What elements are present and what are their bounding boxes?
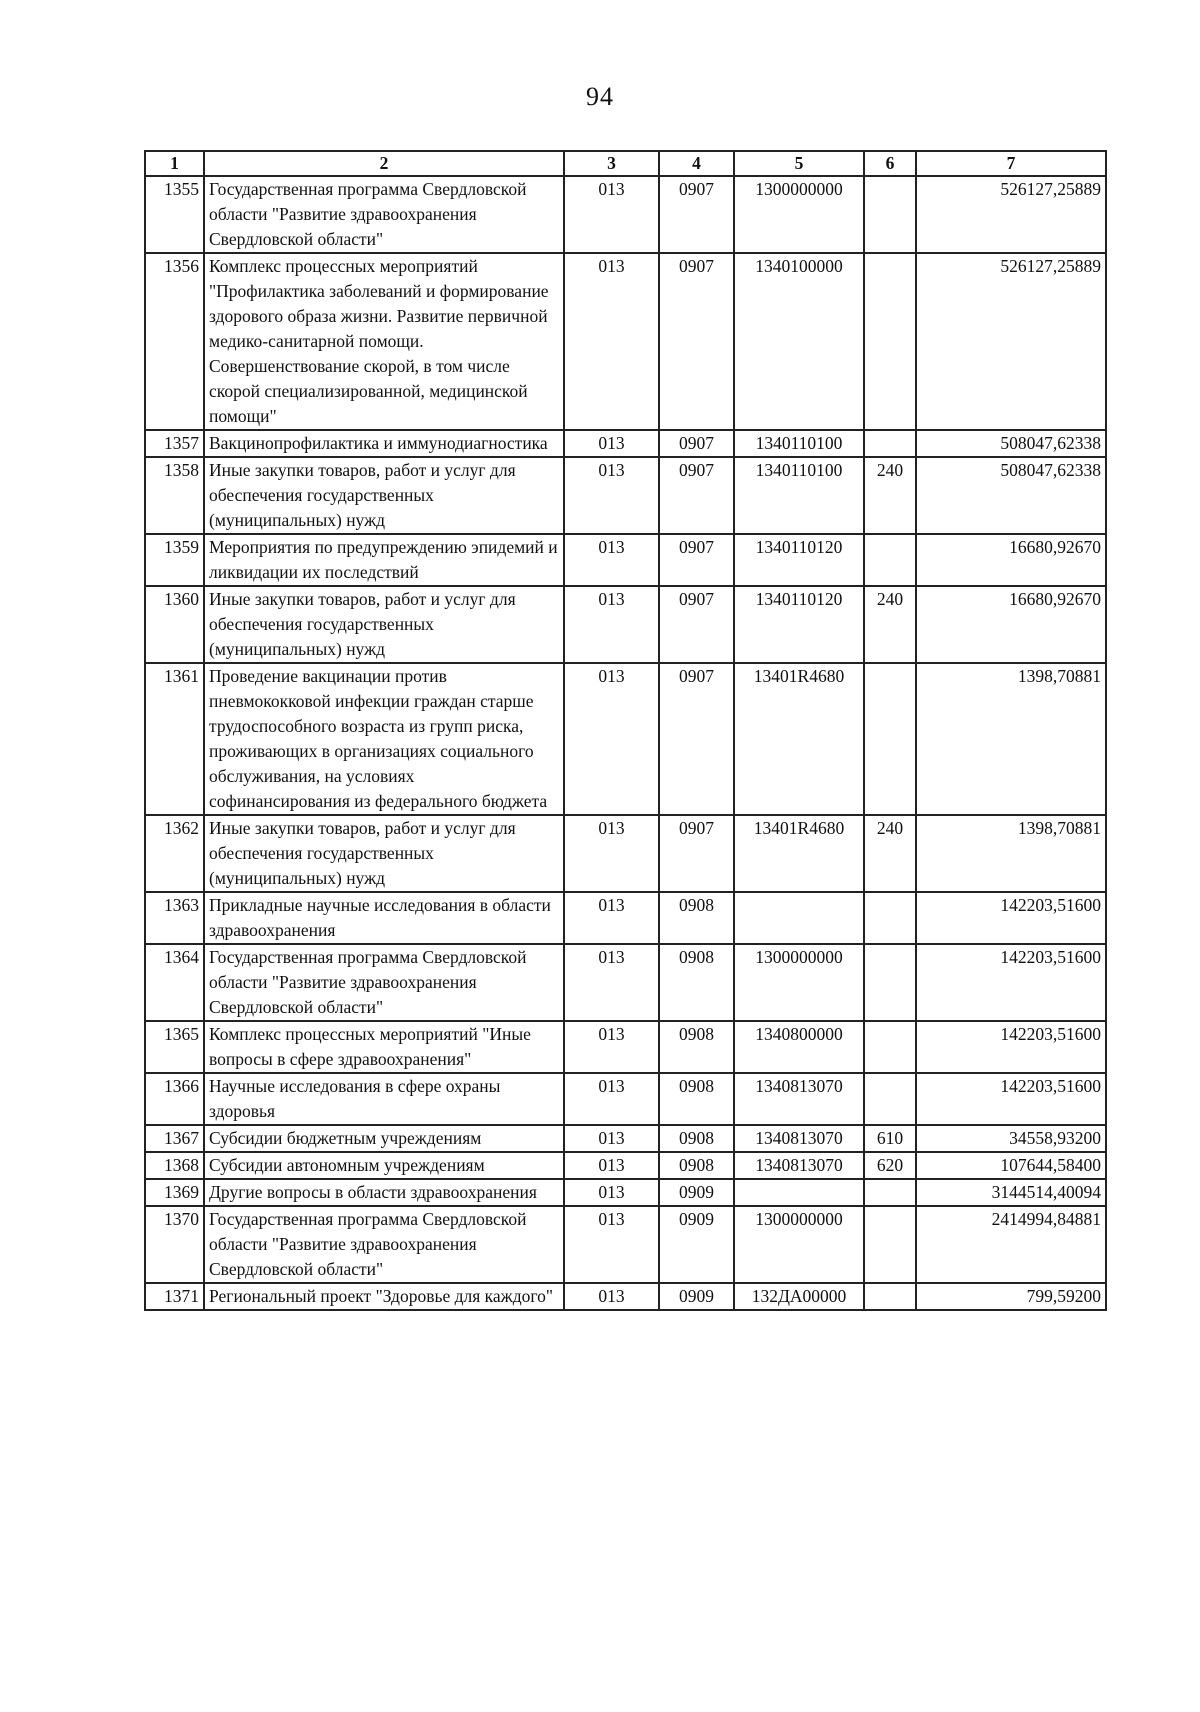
row-name: Иные закупки товаров, работ и услуг для обеспечения государственных (муниципальных) нужд [204, 586, 564, 663]
header-col-4: 4 [659, 151, 734, 176]
row-name: Другие вопросы в области здравоохранения [204, 1179, 564, 1206]
header-col-5: 5 [734, 151, 864, 176]
row-name: Вакцинопрофилактика и иммунодиагностика [204, 430, 564, 457]
row-number: 1369 [145, 1179, 204, 1206]
table-row [145, 176, 1106, 253]
table-row [145, 253, 1106, 430]
row-section-code: 0908 [659, 1021, 734, 1073]
row-section-code: 0907 [659, 253, 734, 430]
row-number: 1370 [145, 1206, 204, 1283]
row-section-code: 0908 [659, 1073, 734, 1125]
row-target-code: 1340110100 [734, 457, 864, 534]
row-expense-type-code: 240 [864, 457, 916, 534]
row-department-code: 013 [564, 534, 659, 586]
row-department-code: 013 [564, 1283, 659, 1310]
row-expense-type-code: 240 [864, 815, 916, 892]
row-amount: 526127,25889 [916, 253, 1106, 430]
row-expense-type-code [864, 253, 916, 430]
row-expense-type-code: 610 [864, 1125, 916, 1152]
row-target-code: 1300000000 [734, 1206, 864, 1283]
row-name: Иные закупки товаров, работ и услуг для обеспечения государственных (муниципальных) нужд [204, 457, 564, 534]
row-section-code: 0907 [659, 430, 734, 457]
row-target-code: 1340110120 [734, 586, 864, 663]
row-expense-type-code [864, 1179, 916, 1206]
row-name: Региональный проект "Здоровье для каждого" [204, 1283, 564, 1310]
row-name: Мероприятия по предупреждению эпидемий и ликвидации их последствий [204, 534, 564, 586]
row-number: 1356 [145, 253, 204, 430]
row-expense-type-code [864, 1206, 916, 1283]
table-row [145, 1179, 1106, 1206]
row-amount: 3144514,40094 [916, 1179, 1106, 1206]
table-row [145, 1073, 1106, 1125]
table-row [145, 892, 1106, 944]
row-name: Проведение вакцинации против пневмококковой инфекции граждан старше трудоспособного возраста из групп риска, проживающих в организациях социального обслуживания, на условиях софинансирования из федерального бюджета [204, 663, 564, 815]
table-header [145, 151, 1106, 176]
row-department-code: 013 [564, 457, 659, 534]
row-department-code: 013 [564, 1152, 659, 1179]
row-target-code: 1340110120 [734, 534, 864, 586]
row-number: 1355 [145, 176, 204, 253]
row-department-code: 013 [564, 430, 659, 457]
table-row [145, 430, 1106, 457]
row-name: Иные закупки товаров, работ и услуг для обеспечения государственных (муниципальных) нужд [204, 815, 564, 892]
row-target-code: 132ДА00000 [734, 1283, 864, 1310]
row-expense-type-code [864, 534, 916, 586]
table-row [145, 1021, 1106, 1073]
row-section-code: 0909 [659, 1283, 734, 1310]
header-col-1: 1 [145, 151, 204, 176]
row-target-code [734, 1179, 864, 1206]
header-row [145, 151, 1106, 176]
row-department-code: 013 [564, 1073, 659, 1125]
row-target-code: 13401R4680 [734, 663, 864, 815]
table-row [145, 1152, 1106, 1179]
row-section-code: 0907 [659, 815, 734, 892]
row-expense-type-code [864, 892, 916, 944]
row-number: 1357 [145, 430, 204, 457]
row-name: Государственная программа Свердловской области "Развитие здравоохранения Свердловской области" [204, 1206, 564, 1283]
row-section-code: 0909 [659, 1179, 734, 1206]
table-body [145, 176, 1106, 1310]
row-name: Государственная программа Свердловской области "Развитие здравоохранения Свердловской области" [204, 176, 564, 253]
row-expense-type-code [864, 944, 916, 1021]
row-amount: 142203,51600 [916, 944, 1106, 1021]
row-target-code: 1340800000 [734, 1021, 864, 1073]
row-section-code: 0908 [659, 1125, 734, 1152]
table-row [145, 1206, 1106, 1283]
table-row [145, 944, 1106, 1021]
row-name: Комплекс процессных мероприятий "Профилактика заболеваний и формирование здорового образа жизни. Развитие первичной медико-санитарной помощи. Совершенствование скорой, в том числе скорой специализированной, медицинской помощи" [204, 253, 564, 430]
row-department-code: 013 [564, 815, 659, 892]
row-amount: 16680,92670 [916, 534, 1106, 586]
row-department-code: 013 [564, 586, 659, 663]
row-number: 1364 [145, 944, 204, 1021]
row-target-code: 1340100000 [734, 253, 864, 430]
row-expense-type-code [864, 1073, 916, 1125]
row-section-code: 0907 [659, 176, 734, 253]
row-number: 1362 [145, 815, 204, 892]
row-target-code: 13401R4680 [734, 815, 864, 892]
row-amount: 16680,92670 [916, 586, 1106, 663]
row-expense-type-code [864, 663, 916, 815]
row-department-code: 013 [564, 892, 659, 944]
row-number: 1359 [145, 534, 204, 586]
row-amount: 142203,51600 [916, 1073, 1106, 1125]
row-target-code [734, 892, 864, 944]
row-number: 1368 [145, 1152, 204, 1179]
row-number: 1358 [145, 457, 204, 534]
row-expense-type-code [864, 176, 916, 253]
row-section-code: 0907 [659, 534, 734, 586]
row-target-code: 1340813070 [734, 1152, 864, 1179]
row-section-code: 0908 [659, 944, 734, 1021]
row-amount: 142203,51600 [916, 1021, 1106, 1073]
budget-table [144, 150, 1107, 1311]
row-target-code: 1340813070 [734, 1125, 864, 1152]
row-name: Прикладные научные исследования в области здравоохранения [204, 892, 564, 944]
header-col-3: 3 [564, 151, 659, 176]
row-department-code: 013 [564, 1021, 659, 1073]
row-number: 1363 [145, 892, 204, 944]
row-expense-type-code: 240 [864, 586, 916, 663]
row-number: 1361 [145, 663, 204, 815]
row-name: Субсидии бюджетным учреждениям [204, 1125, 564, 1152]
row-amount: 1398,70881 [916, 663, 1106, 815]
row-number: 1367 [145, 1125, 204, 1152]
table-row [145, 815, 1106, 892]
row-department-code: 013 [564, 176, 659, 253]
page-number: 94 [586, 82, 614, 111]
row-target-code: 1340813070 [734, 1073, 864, 1125]
row-expense-type-code [864, 430, 916, 457]
row-section-code: 0907 [659, 457, 734, 534]
table-row [145, 534, 1106, 586]
row-target-code: 1340110100 [734, 430, 864, 457]
row-amount: 526127,25889 [916, 176, 1106, 253]
row-name: Субсидии автономным учреждениям [204, 1152, 564, 1179]
row-section-code: 0907 [659, 586, 734, 663]
header-col-6: 6 [864, 151, 916, 176]
row-amount: 508047,62338 [916, 457, 1106, 534]
row-section-code: 0907 [659, 663, 734, 815]
row-number: 1371 [145, 1283, 204, 1310]
row-department-code: 013 [564, 663, 659, 815]
row-amount: 107644,58400 [916, 1152, 1106, 1179]
row-expense-type-code [864, 1283, 916, 1310]
row-amount: 799,59200 [916, 1283, 1106, 1310]
header-col-7: 7 [916, 151, 1106, 176]
row-amount: 1398,70881 [916, 815, 1106, 892]
row-section-code: 0908 [659, 892, 734, 944]
row-amount: 2414994,84881 [916, 1206, 1106, 1283]
row-name: Научные исследования в сфере охраны здоровья [204, 1073, 564, 1125]
row-name: Государственная программа Свердловской области "Развитие здравоохранения Свердловской области" [204, 944, 564, 1021]
table-row [145, 457, 1106, 534]
table-row [145, 1125, 1106, 1152]
row-target-code: 1300000000 [734, 944, 864, 1021]
row-amount: 142203,51600 [916, 892, 1106, 944]
header-col-2: 2 [204, 151, 564, 176]
row-department-code: 013 [564, 253, 659, 430]
row-section-code: 0909 [659, 1206, 734, 1283]
row-department-code: 013 [564, 1206, 659, 1283]
row-target-code: 1300000000 [734, 176, 864, 253]
row-department-code: 013 [564, 944, 659, 1021]
row-name: Комплекс процессных мероприятий "Иные вопросы в сфере здравоохранения" [204, 1021, 564, 1073]
table-row [145, 586, 1106, 663]
row-number: 1366 [145, 1073, 204, 1125]
row-department-code: 013 [564, 1179, 659, 1206]
row-amount: 34558,93200 [916, 1125, 1106, 1152]
table-row [145, 1283, 1106, 1310]
row-expense-type-code: 620 [864, 1152, 916, 1179]
row-department-code: 013 [564, 1125, 659, 1152]
row-number: 1365 [145, 1021, 204, 1073]
table-row [145, 663, 1106, 815]
row-expense-type-code [864, 1021, 916, 1073]
row-number: 1360 [145, 586, 204, 663]
row-amount: 508047,62338 [916, 430, 1106, 457]
row-section-code: 0908 [659, 1152, 734, 1179]
